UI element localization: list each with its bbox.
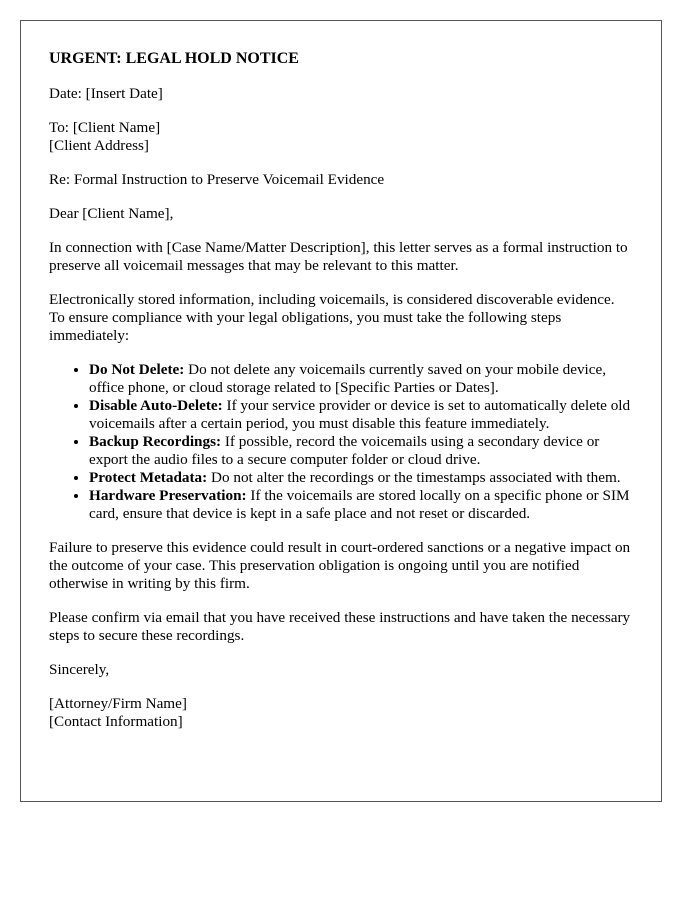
step-label: Backup Recordings:	[89, 433, 222, 450]
list-item	[89, 397, 633, 433]
signature-name: [Attorney/Firm Name]	[49, 695, 187, 712]
salutation: Dear [Client Name],	[49, 205, 174, 222]
obligation-paragraph: Electronically stored information, including voicemails, is considered discoverable evidence. To ensure compliance with your legal obligations, you must take the following steps immediately:	[49, 291, 615, 344]
recipient-name: To: [Client Name]	[49, 119, 161, 136]
recipient-block	[49, 119, 633, 155]
step-text: If the voicemails are stored locally on a specific phone or SIM card, ensure that device is kept in a safe place and not reset or discarded.	[89, 487, 630, 522]
step-label: Do Not Delete:	[89, 361, 185, 378]
preservation-steps-list	[49, 361, 633, 523]
letter-title: URGENT: LEGAL HOLD NOTICE	[49, 50, 299, 67]
step-text: If possible, record the voicemails using a secondary device or export the audio files to a secure computer folder or cloud drive.	[89, 433, 600, 468]
step-label: Hardware Preservation:	[89, 487, 247, 504]
list-item	[89, 487, 633, 523]
intro-paragraph: In connection with [Case Name/Matter Description], this letter serves as a formal instruction to preserve all voicemail messages that may be relevant to this matter.	[49, 239, 628, 274]
list-item	[89, 469, 633, 487]
letter-document	[20, 20, 662, 802]
list-item	[89, 433, 633, 469]
signature-contact: [Contact Information]	[49, 713, 183, 730]
subject-line: Re: Formal Instruction to Preserve Voicemail Evidence	[49, 171, 385, 188]
confirmation-paragraph: Please confirm via email that you have received these instructions and have taken the necessary steps to secure these recordings.	[49, 609, 631, 644]
list-item	[89, 361, 633, 397]
step-text: Do not delete any voicemails currently saved on your mobile device, office phone, or cloud storage related to [Specific Parties or Dates].	[89, 361, 607, 396]
signature-block	[49, 695, 633, 731]
date-line: Date: [Insert Date]	[49, 85, 163, 102]
consequences-paragraph: Failure to preserve this evidence could result in court-ordered sanctions or a negative impact on the outcome of your case. This preservation obligation is ongoing until you are notified otherwise in writing by this firm.	[49, 539, 631, 592]
step-label: Protect Metadata:	[89, 469, 208, 486]
step-text: If your service provider or device is set to automatically delete old voicemails after a certain period, you must disable this feature immediately.	[89, 397, 631, 432]
step-label: Disable Auto-Delete:	[89, 397, 223, 414]
step-text: Do not alter the recordings or the timestamps associated with them.	[207, 469, 621, 486]
closing: Sincerely,	[49, 661, 110, 678]
recipient-address: [Client Address]	[49, 137, 149, 154]
